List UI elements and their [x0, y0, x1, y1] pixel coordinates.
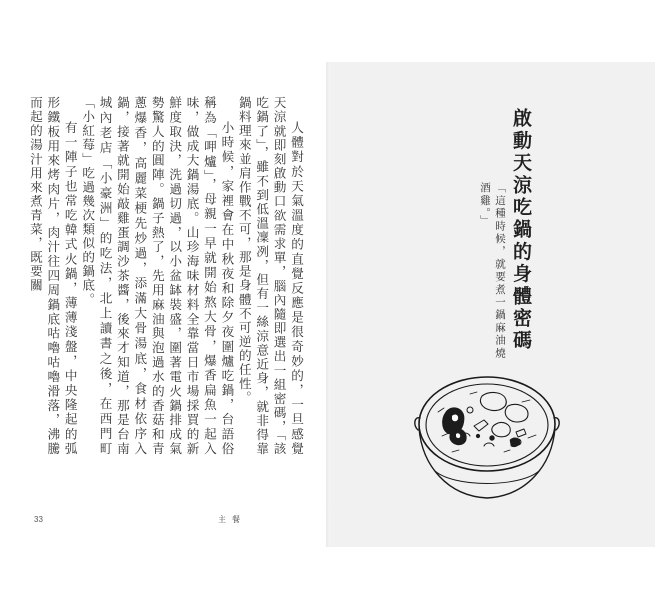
chapter-title: 啟動天涼吃鍋的身體密碼	[510, 108, 532, 353]
paragraph-1: 人體對於天氣溫度的直覺反應是很奇妙的，一旦感覺天涼就即刻啟動口欲需求單，腦內隨即選出一組密碼，「該吃鍋了」，雖不到低溫凜冽，但有一絲涼意近身，就非得靠鍋料理來並肩作戰不可，那是身體不可逆的任性。	[236, 96, 304, 456]
running-head: 主餐	[218, 515, 246, 524]
page-number: 33	[34, 515, 43, 524]
page-gutter	[326, 62, 330, 547]
chapter-subtitle: 「這種時候，就要煮一鍋麻油燒酒雞。」	[479, 182, 506, 360]
body-text	[27, 96, 305, 456]
hot-pot-illustration	[412, 366, 562, 504]
paragraph-2: 小時候，家裡會在中秋夜和除夕夜圍爐吃鍋，台語俗稱為「呷爐」，母親一早就開始熬大骨，爆香扁魚一起入味，做成大鍋湯底。山珍海味材料全靠當日市場採買的新鮮度取決，洗過切過，以小盆缽裝盛，圍著電火鍋排成氣勢驚人的圓陣。鍋子熱了，先用麻油與泡過水的香菇和青蔥爆香，高麗菜梗先炒過，添滿大骨湯底，食材依序入鍋，接著就開始敲雞蛋調沙茶醬，後來才知道，那是台南城內老店「小豪洲」的吃法，北上讀書之後，在西門町「小紅莓」吃過幾次類似的鍋底。	[80, 96, 235, 456]
paragraph-3: 有一陣子也常吃韓式火鍋，薄薄淺盤，中央隆起的弧形鐵板用來烤肉片，肉汁往四周鍋底咕嚕咕嚕滑落，沸騰而起的湯汁用來煮青菜，既要關	[27, 96, 78, 456]
